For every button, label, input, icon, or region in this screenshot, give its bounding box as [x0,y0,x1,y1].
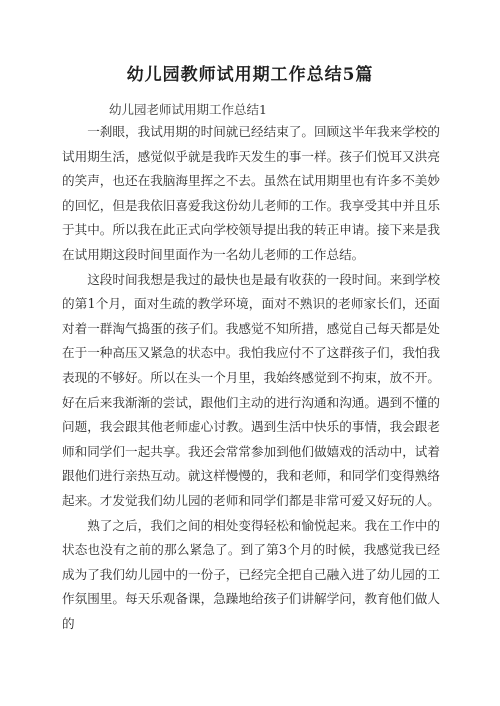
paragraph-2: 这段时间我想是我过的最快也是最有收获的一段时间。来到学校的第1个月，面对生疏的教学环境，面对不熟识的老师家长们，还面对着一群淘气捣蛋的孩子们。我感觉不知所措，感觉自己每天都是处在于一种高压又紧急的状态中。我怕我应付不了这群孩子们，我怕我表现的不够好。所以在头一个月里，我始终感觉到不拘束，放不开。好在后来我渐渐的尝试，跟他们主动的进行沟通和沟通。遇到不懂的问题，我会跟其他老师虚心讨教。遇到生活中快乐的事情，我会跟老师和同学们一起共享。我还会常常参加到他们做嬉戏的活动中，试着跟他们进行亲热互动。就这样慢慢的，我和老师，和同学们变得熟络起来。才发觉我们幼儿园的老师和同学们都是非常可爱又好玩的人。 [62,271,440,508]
paragraph-1: 一刹眼，我试用期的时间就已经结束了。回顾这半年我来学校的试用期生活，感觉似乎就是我昨天发生的事一样。孩子们悦耳又洪亮的笑声，也还在我脑海里挥之不去。虽然在试用期里也有许多不美妙的回忆，但是我依旧喜爱我这份幼儿老师的工作。我享受其中并且乐于其中。所以我在此正式向学校领导提出我的转正申请。接下来是我在试用期这段时间里面作为一名幼儿老师的工作总结。 [62,124,440,262]
document-body [62,120,440,636]
document-title: 幼儿园教师试用期工作总结5篇 [126,65,374,85]
section-heading: 幼儿园老师试用期工作总结1 [109,102,267,117]
paragraph-3: 熟了之后，我们之间的相处变得轻松和愉悦起来。我在工作中的状态也没有之前的那么紧急了。到了第3个月的时候，我感觉我已经成为了我们幼儿园中的一份子，已经完全把自己融入进了幼儿园的工作氛围里。每天乐观备课，急躁地给孩子们讲解学问，教育他们做人的 [62,517,440,631]
